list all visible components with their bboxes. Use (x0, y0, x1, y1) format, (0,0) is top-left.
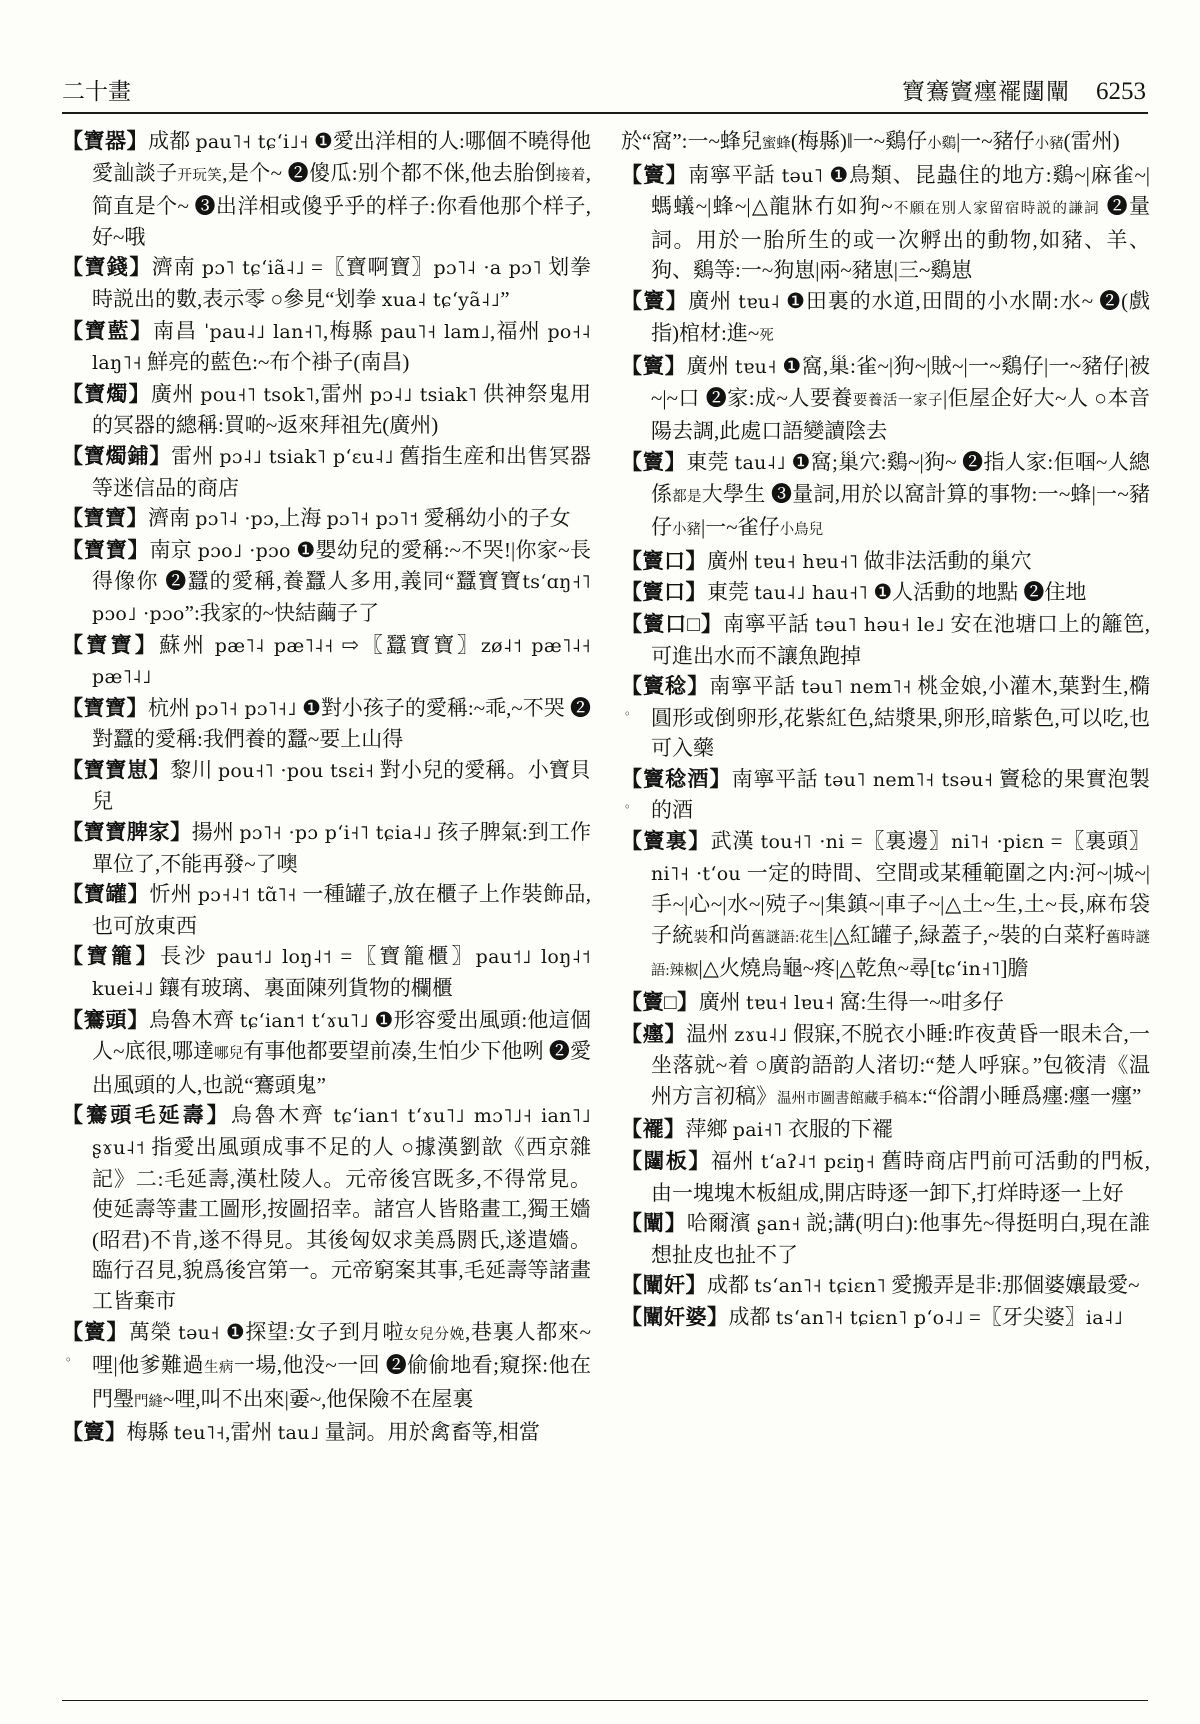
entry-headword: 【竇口】 (621, 548, 707, 573)
definition-text: 大學生 ❸量詞,用於以窩計算的事物:一~蜂|一~豬仔 (651, 481, 1150, 540)
entry-headword: 【鶱頭】 (62, 1007, 150, 1032)
definition-text: ” (500, 286, 510, 311)
small-gloss: 接着 (556, 167, 586, 184)
definition-text: 孩子脾氣:到工作單位了,不能再發~了噢 (92, 820, 591, 876)
definition-text: ,简直是个~ ❸出洋相或傻乎乎的样子:你看他那个样子,好~哦 (92, 160, 591, 249)
phonetic-transcription: pau˥˧ tɕʻi˩˧ (195, 131, 309, 153)
entry-headword: 【寶寶】 (62, 506, 148, 531)
entry-headword: 【寶籠】 (62, 944, 161, 969)
definition-text: 舊時商店門前可活動的門板,由一塊塊木板組成,開店時逐一卸下,打烊時逐一上好 (651, 1149, 1150, 1205)
headword-range: 寶鶱竇癦襬闥闡 (902, 79, 1070, 104)
dictionary-entry (621, 1270, 1150, 1302)
definition-text: 廣州 (707, 548, 755, 573)
entry-headword: 【寶燭】 (62, 381, 151, 406)
definition-text: =〖裏邊〗 (844, 829, 952, 854)
dictionary-entry (62, 1005, 591, 1101)
definition-text: ~哩,叫不出來|嫑~,他保險不在屋裏 (163, 1386, 474, 1411)
entry-headword: 【竇裏】 (621, 829, 711, 854)
phonetic-transcription: təu˥ nem˥˧ tsəu˧ (824, 768, 994, 791)
dictionary-entry (62, 693, 591, 755)
phonetic-transcription: teu˥˧ (173, 1422, 226, 1445)
definition-text: 桃金娘,小灌木,葉對生,橢圓形或倒卵形,花紫紅色,結漿果,卵形,暗紫色,可以吃,也可入藥 (651, 674, 1150, 761)
definition-text: 划拳時説出的數,表示零 ○參見“划拳 (92, 255, 591, 311)
phonetic-transcription: tɐu˨ (738, 290, 780, 313)
definition-text: ❶窩;巢穴:鷄~|狗~ ❷指人家:佢啯~人總係 (651, 449, 1150, 506)
entry-headword: 【竇】 (621, 162, 689, 187)
dictionary-entry (621, 286, 1150, 351)
phonetic-transcription: pæ˥˨ pæ˥˨˧ (214, 634, 334, 657)
phonetic-transcription: ia˨˩ (1085, 1306, 1124, 1329)
definition-text: |一~豬仔 (956, 129, 1035, 153)
dictionary-entry (621, 351, 1150, 447)
definition-text: ❶嬰幼兒的愛稱:~不哭!|你家~長得像你 ❷蠶的愛稱,養蠶人多用,義同“蠶寶寶 (92, 537, 591, 594)
phonetic-transcription: tɐu˧ hɐu˧˥ (754, 550, 859, 573)
definition-text: 長沙 (160, 944, 217, 969)
definition-text: 衣服的下襬 (782, 1117, 893, 1142)
phonetic-transcription: tɕʻin˧˥ (936, 958, 1001, 981)
entry-headword: 【闥板】 (621, 1149, 711, 1173)
phonetic-transcription: tɐu˧ (735, 356, 777, 379)
definition-text: 濟南 (148, 506, 196, 531)
definition-text: ❶田裏的水道,田間的小水閘:水~ ❷(戲指)棺材:進~ (651, 288, 1150, 345)
definition-text: 黎川 (170, 757, 218, 782)
dictionary-entry (621, 826, 1150, 987)
definition-text: ,雷州 (314, 381, 370, 406)
phonetic-transcription: pɔ˥˧ pɔ˥˧˩ (195, 697, 297, 720)
definition-text: |一~雀仔 (701, 515, 780, 540)
dictionary-entry (621, 546, 1150, 578)
phonetic-transcription: pɔ˥˧ pɔ˥˦ (326, 508, 419, 531)
definition-text: 南京 (149, 537, 198, 562)
definition-text: 對小兒的愛稱。小寶貝兒 (92, 757, 591, 814)
definition-text: 説;講(明白):他事先~得挺明白,現在誰想扯皮也扯不了 (651, 1211, 1150, 1267)
phonetic-transcription: təu˥ həu˧ le˩ (815, 613, 945, 636)
entry-headword: 【闡奸】 (621, 1273, 707, 1298)
entry-headword: 【寶寶脾家】 (62, 820, 192, 845)
definition-text: 愛稱幼小的子女 (418, 506, 571, 531)
phonetic-transcription: pɔ˥˨ ·pɔ (195, 508, 275, 531)
phonetic-transcription: tau˨˩ hau˧˥ (754, 582, 869, 605)
entry-headword: 【寶寶】 (62, 695, 149, 720)
dictionary-entry (621, 447, 1150, 546)
entry-headword: 【癦】 (621, 1021, 687, 1046)
definition-text: ❷量詞。用於一胎所生的或一次孵出的動物,如豬、羊、狗、鷄等:一~狗崽|兩~豬崽|三~鷄崽 (651, 194, 1150, 283)
definition-text: 福州 (710, 1149, 761, 1173)
small-gloss: 死 (759, 327, 774, 344)
definition-text: :“俗謂小睡爲癦:癦一癦” (922, 1083, 1142, 1108)
phonetic-transcription: pai˧˥ (732, 1119, 783, 1142)
dictionary-entry (62, 503, 591, 535)
definition-text: 和尚 (708, 922, 751, 947)
dictionary-entry (62, 441, 591, 503)
dictionary-entry (62, 1417, 591, 1449)
phonetic-transcription: təu˧ (178, 1321, 220, 1344)
definition-text: 鮮亮的藍色:~布个褂子(南昌) (141, 350, 410, 375)
dictionary-entry (62, 1100, 591, 1316)
definition-text: 成都 (148, 129, 196, 153)
definition-text: ”:我家的~快結繭子了 (184, 600, 380, 625)
definition-text: 武漢 (710, 829, 761, 854)
definition-text: |△紅罐子,緑蓋子,~裝的白菜籽 (828, 922, 1107, 947)
small-gloss: 小豬 (1034, 136, 1064, 152)
entry-headword: 【竇】 (62, 1319, 129, 1344)
entry-headword: 【闡】 (621, 1211, 687, 1236)
small-gloss: 哪兒 (214, 1046, 244, 1063)
definition-text: 做非法活動的巢穴 (858, 548, 1032, 573)
entry-headword: 【竇稔】 (621, 674, 710, 699)
phonetic-transcription: xua˨ tɕʻyã˨˩ (381, 288, 501, 311)
phonetic-transcription: tɐu˧ lɐu˧ (745, 992, 835, 1015)
definition-text: 成都 (728, 1304, 776, 1329)
phonetic-transcription: pau˦˩ loŋ˨˦ kuei˨˩ (92, 946, 591, 1001)
definition-text: ❶形容愛出風頭:他這個人~底很,哪達 (92, 1007, 591, 1064)
running-head (902, 73, 1146, 106)
definition-text: 東莞 (686, 449, 735, 474)
definition-text: ❶對小孩子的愛稱:~乖,~不哭 ❷對蠶的愛稱:我們養的蠶~要上山得 (92, 695, 591, 752)
entry-headword: 【竇口】 (621, 580, 707, 605)
entry-headword: 【寶寶】 (62, 632, 160, 657)
definition-text: ❶鳥類、昆蟲住的地方:鷄~|麻雀~|螞蟻~|蜂~|△龍牀冇如狗~ (651, 162, 1150, 219)
entry-headword: 【竇】 (621, 288, 689, 313)
definition-text: 南寧平話 (723, 611, 816, 636)
definition-text: (梅縣)‖一~鷄仔 (790, 129, 928, 153)
definition-text: 廣州 (688, 288, 739, 313)
definition-text: (雷州) (1063, 129, 1120, 153)
small-gloss: 門縫 (134, 1393, 163, 1410)
entry-headword: 【寶藍】 (62, 318, 153, 343)
phonetic-transcription: zø˨˦ pæ˥˨˧ pæ˥˨˩ (92, 634, 591, 689)
definition-text: 南寧平話 (688, 162, 782, 187)
dictionary-entry (621, 160, 1150, 286)
phonetic-transcription: tɕʻian˦ tʻɤu˥˩ (239, 1009, 369, 1032)
entry-headword: 【竇口□】 (621, 611, 724, 636)
definition-text: 舊指生産和出售冥器等迷信品的商店 (92, 443, 591, 500)
definition-text: =〖寶籠櫃〗 (332, 944, 476, 969)
definition-text: 廣州 (150, 381, 201, 406)
definition-text: 愛搬弄是非:那個婆孃最愛~ (886, 1273, 1140, 1298)
definition-text: 指愛出風頭成事不足的人 ○據漢劉歆《西京雜記》二:毛延壽,漢杜陵人。元帝後宫既多,不得常見。使延壽等畫工圖形,按圖招幸。諸宫人皆賂畫工,獨王嬙(昭君)不肯,遂不得見。其後匈奴求美爲閼氏,遂遣嬙。臨行召見,貌爲後宫第一。元帝窮案其事,毛延壽等諸畫工皆棄市 (92, 1135, 591, 1313)
small-gloss: 舊謎語:花生 (750, 929, 829, 946)
definition-text: 一場,他没~一回 ❷偷偷地看;窺探:他在門璺 (92, 1353, 591, 1411)
small-gloss: 裝 (693, 929, 709, 946)
dictionary-entry (621, 764, 1150, 826)
dictionary-entry (62, 252, 591, 315)
header-rule (62, 112, 1148, 114)
definition-text: |佢屋企好大~人 ○本音陽去調,此處口語變讀陰去 (651, 385, 1150, 444)
entry-headword: 【竇】 (621, 354, 687, 379)
phonetic-transcription: pɔ˥˨ ·a pɔ˥ (433, 257, 542, 280)
phonetic-transcription: tʻaʔ˨˦ pɛiŋ˧ (760, 1151, 876, 1173)
definition-text: 杭州 (148, 695, 196, 720)
dictionary-entry (62, 379, 591, 441)
small-gloss: 小鷄 (927, 136, 957, 152)
dictionary-entry (62, 755, 591, 817)
definition-text: ❶人活動的地點 ❷住地 (868, 580, 1087, 605)
definition-text: ❶愛出洋相的人:哪個不曉得他愛訕談子 (92, 129, 591, 185)
entry-headword: 【寶器】 (62, 129, 149, 153)
phonetic-transcription: pou˧˥ ·pou tsɛi˧ (217, 759, 375, 782)
small-gloss: 生病 (203, 1360, 234, 1377)
headword-circle-mark: 。 (66, 1348, 79, 1363)
dictionary-entry (621, 1019, 1150, 1115)
footer-rule (62, 1700, 1148, 1701)
phonetic-transcription: tau˩ (277, 1422, 320, 1445)
definition-text: 成都 (707, 1273, 755, 1298)
small-gloss: 女兒分娩 (404, 1326, 466, 1343)
dictionary-entry (621, 1146, 1150, 1208)
page-header (62, 66, 1146, 106)
phonetic-transcription: ni˥˧ ·piɛn (951, 831, 1045, 854)
phonetic-transcription: ˈpau˨˩ lan˧˥ (203, 320, 323, 343)
small-gloss: 舊時謎語:辣椒 (651, 929, 1150, 980)
small-gloss: 小豬 (672, 522, 701, 539)
headword-circle-mark: 。 (625, 795, 638, 810)
dictionary-entry (62, 1317, 591, 1418)
small-gloss: 小鳥兒 (779, 522, 824, 539)
definition-text: 萬榮 (128, 1319, 179, 1344)
phonetic-transcription: pɔ˧˨˦ tɑ̃˥˧ (197, 884, 297, 907)
definition-text: 於“窩”:一~蜂兒 (621, 129, 762, 153)
phonetic-transcription: təu˥ (781, 164, 824, 187)
phonetic-transcription: pɔo˩ ·pɔo (197, 539, 291, 562)
dictionary-entry (621, 1208, 1150, 1270)
definition-text: ,福州 (489, 318, 548, 343)
phonetic-transcription: tou˧˥ ·ni (760, 831, 845, 854)
definition-text: 量詞。用於禽畜等,相當 (319, 1420, 540, 1445)
definition-text: 梅縣 (126, 1420, 174, 1445)
phonetic-transcription: pau˥˧ lam˩ (380, 320, 490, 343)
small-gloss: 蜜蜂 (761, 136, 791, 152)
entry-headword: 【鶱頭毛延壽】 (62, 1103, 231, 1128)
definition-text: ⇨〖蠶寶寶〗 (333, 632, 481, 657)
dictionary-entry (621, 609, 1150, 671)
definition-text: =〖寶啊寶〗 (304, 255, 434, 280)
definition-text: 供神祭鬼用的冥器的總稱:買啲~返來拜祖先(廣州) (92, 381, 591, 438)
phonetic-transcription: ni˥˧ ·tʻou (651, 862, 741, 885)
dictionary-entry (62, 535, 591, 630)
definition-text: 揚州 (191, 820, 240, 845)
definition-text: =〖牙尖婆〗 (963, 1304, 1086, 1329)
entry-headword: 【竇稔酒】 (621, 766, 732, 791)
definition-text: 南寧平話 (709, 674, 802, 699)
phonetic-transcription: po˧˨ laŋ˥˧ (92, 320, 591, 375)
small-gloss: 温州市圖書館藏手稿本 (777, 1090, 922, 1107)
phonetic-transcription: tau˨˩ (734, 451, 786, 474)
definition-text: 一定的時間、空間或某種範圍之内:河~|城~|手~|心~|水~|殑子~|集鎮~|車子~|△土~生,土~長,麻布袋子統 (651, 860, 1150, 947)
phonetic-transcription: pau˦˩ loŋ˨˦ (216, 946, 333, 969)
definition-text: 一種罐子,放在櫃子上作裝飾品,也可放東西 (92, 882, 591, 938)
definition-text: 廣州 (686, 354, 735, 379)
definition-text: ,雷州 (225, 1420, 278, 1445)
phonetic-transcription: təu˥ nem˥˧ (801, 676, 912, 699)
dictionary-entry (621, 577, 1150, 609)
entry-headword: 【寶寶】 (62, 537, 150, 562)
entry-headword: 【寶寶崽】 (62, 757, 171, 782)
dictionary-entry (621, 126, 1150, 160)
dictionary-entry (62, 879, 591, 941)
definition-text: 烏魯木齊 (230, 1103, 334, 1128)
section-title: 二十畫 (62, 79, 131, 104)
entry-headword: 【闡奸婆】 (621, 1304, 729, 1329)
phonetic-transcription: ʂan˧ (756, 1213, 801, 1236)
phonetic-transcription: zɤu˨˩ (734, 1023, 788, 1046)
definition-text: 竇稔的果實泡製的酒 (651, 766, 1150, 823)
definition-text: 窩:生得一~咁多仔 (834, 990, 1004, 1015)
entry-headword: 【寶燭鋪】 (62, 443, 172, 468)
definition-text: ,上海 (274, 506, 327, 531)
definition-text: ❶探望:女子到月啦 (219, 1319, 405, 1344)
dictionary-entry (621, 987, 1150, 1019)
definition-text: 有事他都要望前凑,生怕少下他咧 ❷愛出風頭的人,也説“鶱頭鬼” (92, 1039, 591, 1097)
definition-text: 雷州 (171, 443, 220, 468)
small-gloss: 不願在別人家留宿時説的謙詞 (892, 201, 1101, 218)
dictionary-entry (62, 126, 591, 252)
phonetic-transcription: pou˧˥ tsok˥ (200, 383, 315, 406)
phonetic-transcription: tsʻan˥˧ tɕiɛn˥ (754, 1275, 887, 1298)
phonetic-transcription: tsʻan˥˧ tɕiɛn˥ pʻo˨˩ (775, 1306, 964, 1329)
phonetic-transcription: tsʻɑŋ˧˥ pɔo˩ ·pɔo (92, 571, 591, 625)
entry-headword: 【竇□】 (621, 990, 699, 1015)
definition-text: 濟南 (151, 255, 202, 280)
definition-text: 蘇州 (159, 632, 215, 657)
dictionary-entry (62, 941, 591, 1004)
dictionary-entry (621, 1114, 1150, 1146)
entry-headword: 【竇】 (62, 1420, 127, 1445)
entry-headword: 【竇】 (621, 449, 687, 474)
dictionary-entry (62, 630, 591, 693)
definition-text: 南昌 (152, 318, 204, 343)
entry-headword: 【襬】 (621, 1117, 686, 1142)
definition-text: ,是个~ ❷傻瓜:别个都不侎,他去胎倒 (222, 160, 556, 185)
phonetic-transcription: tɕʻian˦ tʻɤu˥˩ mɔ˥˩˧ ian˥˩ ʂɤu˨˦ (92, 1105, 591, 1159)
right-column (621, 126, 1150, 1692)
dictionary-entry (621, 671, 1150, 764)
entries-area (62, 126, 1150, 1692)
definition-text: ]膽 (1000, 956, 1029, 981)
definition-text: 烏魯木齊 (149, 1007, 240, 1032)
definition-text: |△火燒烏龜~疼|△乾魚~尋[ (698, 956, 937, 981)
headword-circle-mark: 。 (625, 703, 638, 718)
page-number: 6253 (1096, 78, 1146, 105)
left-column (62, 126, 591, 1692)
entry-headword: 【寶罐】 (62, 882, 150, 907)
phonetic-transcription: pɔ˥˧ ·pɔ pʻi˧˥ tɕia˨˩ (239, 822, 432, 845)
definition-text: 廣州 (698, 990, 746, 1015)
definition-text: 鑲有玻璃、裏面陳列貨物的欄櫃 (153, 976, 453, 1001)
dictionary-entry (62, 817, 591, 879)
definition-text: 忻州 (149, 882, 198, 907)
phonetic-transcription: pɔ˨˩ tsiak˥ (369, 383, 478, 406)
definition-text: =〖裏頭〗 (1044, 829, 1150, 854)
entry-headword: 【寶錢】 (62, 255, 152, 280)
definition-text: ,巷裏人都來~哩|他爹難過 (92, 1319, 591, 1378)
definition-text: ,梅縣 (322, 318, 381, 343)
small-gloss: 要養活一家子 (852, 392, 943, 409)
definition-text: 温州 (686, 1021, 735, 1046)
dictionary-entry (62, 316, 591, 379)
definition-text: 東莞 (707, 580, 755, 605)
definition-text: 哈爾濱 (686, 1211, 757, 1236)
definition-text: 南寧平話 (731, 766, 825, 791)
definition-text: 假寐,不脱衣小睡:昨夜黄昏一眼未合,一坐落就~着 ○廣韵語韵人渚切:“楚人呼寐。”包筱清《温州方言初稿》 (651, 1021, 1150, 1108)
phonetic-transcription: pɔ˨˩ tsiak˥ pʻɛu˨˩ (219, 445, 394, 468)
small-gloss: 都是 (672, 488, 702, 505)
small-gloss: 开玩笑 (177, 167, 223, 184)
phonetic-transcription: pɔ˥ tɕʻiã˨˩ (201, 257, 305, 280)
dictionary-entry (621, 1302, 1150, 1334)
definition-text: ❶窩,巢:雀~|狗~|賊~|一~鷄仔|一~豬仔|被~|~口 ❷家:成~人要養 (651, 354, 1150, 410)
definition-text: 萍鄉 (685, 1117, 733, 1142)
definition-text: 安在池塘口上的籬笆,可進出水而不讓魚跑掉 (651, 611, 1150, 668)
